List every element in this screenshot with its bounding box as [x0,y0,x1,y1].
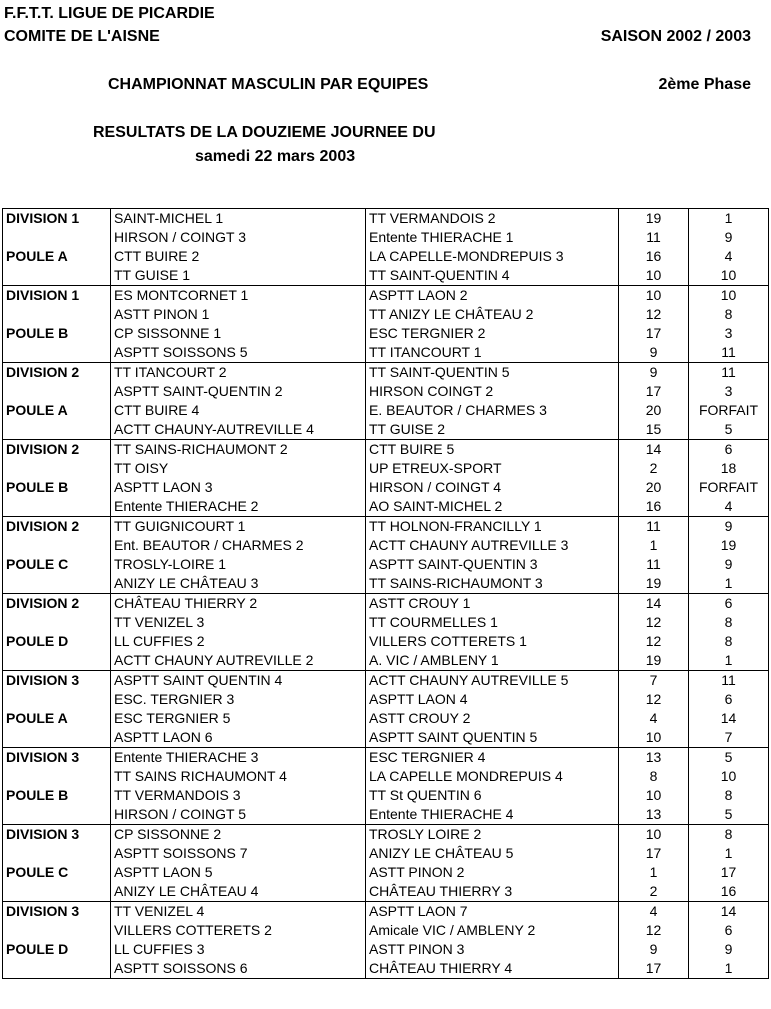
away-team: HIRSON COINGT 2 [366,382,619,401]
division-label: DIVISION 3 [3,748,111,768]
away-team: ASTT PINON 3 [366,940,619,959]
away-score: 1 [689,959,769,979]
committee-title: COMITE DE L'AISNE [4,28,160,45]
home-score: 10 [619,825,689,845]
results-table [2,208,769,979]
away-score: 8 [689,613,769,632]
away-score: 3 [689,324,769,343]
away-team: ANIZY LE CHÂTEAU 5 [366,844,619,863]
home-team: TT GUIGNICOURT 1 [111,517,366,537]
home-team: TT SAINS-RICHAUMONT 2 [111,440,366,460]
table-row [3,632,769,651]
home-score: 10 [619,786,689,805]
away-score: 9 [689,940,769,959]
table-row [3,786,769,805]
away-team: TT SAINT-QUENTIN 5 [366,363,619,383]
table-row [3,882,769,902]
table-row [3,921,769,940]
home-score: 1 [619,863,689,882]
away-score: 8 [689,786,769,805]
table-row [3,671,769,691]
away-score: 18 [689,459,769,478]
empty-label-cell [3,343,111,363]
poule-label: POULE C [3,863,111,882]
away-team: TT St QUENTIN 6 [366,786,619,805]
home-team: ES MONTCORNET 1 [111,286,366,306]
table-row [3,594,769,614]
empty-label-cell [3,690,111,709]
empty-label-cell [3,651,111,671]
home-score: 10 [619,286,689,306]
home-score: 9 [619,363,689,383]
away-score: 1 [689,574,769,594]
table-row [3,305,769,324]
division-label: DIVISION 3 [3,671,111,691]
home-score: 16 [619,497,689,517]
home-team: ASPTT SOISSONS 5 [111,343,366,363]
home-score: 12 [619,690,689,709]
away-team: TT GUISE 2 [366,420,619,440]
away-score: 1 [689,844,769,863]
table-row [3,324,769,343]
away-score: 6 [689,921,769,940]
table-row [3,247,769,266]
home-team: TT GUISE 1 [111,266,366,286]
away-score: 9 [689,517,769,537]
table-row [3,363,769,383]
empty-label-cell [3,921,111,940]
poule-label: POULE C [3,555,111,574]
home-team: ASPTT LAON 5 [111,863,366,882]
season-label: SAISON 2002 / 2003 [600,28,751,45]
poule-label: POULE D [3,632,111,651]
away-score: 10 [689,286,769,306]
away-score: 5 [689,420,769,440]
home-score: 19 [619,651,689,671]
home-team: LL CUFFIES 3 [111,940,366,959]
table-row [3,613,769,632]
home-team: ACTT CHAUNY-AUTREVILLE 4 [111,420,366,440]
away-score: 4 [689,247,769,266]
table-row [3,902,769,922]
away-score: 16 [689,882,769,902]
home-score: 1 [619,536,689,555]
home-team: TT OISY [111,459,366,478]
home-score: 13 [619,748,689,768]
home-team: ESC TERGNIER 5 [111,709,366,728]
away-score: 8 [689,632,769,651]
home-team: ANIZY LE CHÂTEAU 4 [111,882,366,902]
empty-label-cell [3,459,111,478]
table-row [3,440,769,460]
table-row [3,651,769,671]
table-row [3,690,769,709]
table-row [3,863,769,882]
home-score: 4 [619,902,689,922]
table-row [3,497,769,517]
away-score: 10 [689,266,769,286]
away-team: CHÂTEAU THIERRY 4 [366,959,619,979]
poule-label: POULE A [3,401,111,420]
home-team: TT SAINS RICHAUMONT 4 [111,767,366,786]
away-score: 11 [689,343,769,363]
home-team: Ent. BEAUTOR / CHARMES 2 [111,536,366,555]
home-team: Entente THIERACHE 3 [111,748,366,768]
away-score: 11 [689,671,769,691]
away-team: TROSLY LOIRE 2 [366,825,619,845]
table-row [3,343,769,363]
away-score: FORFAIT [689,478,769,497]
home-score: 14 [619,594,689,614]
away-score: FORFAIT [689,401,769,420]
table-row [3,459,769,478]
home-team: TT VENIZEL 4 [111,902,366,922]
home-score: 12 [619,921,689,940]
table-row [3,266,769,286]
away-score: 14 [689,902,769,922]
home-team: ESC. TERGNIER 3 [111,690,366,709]
away-score: 6 [689,690,769,709]
table-row [3,574,769,594]
home-score: 20 [619,401,689,420]
table-row [3,228,769,247]
home-score: 4 [619,709,689,728]
home-score: 10 [619,266,689,286]
empty-label-cell [3,536,111,555]
away-score: 9 [689,555,769,574]
table-row [3,536,769,555]
away-team: VILLERS COTTERETS 1 [366,632,619,651]
poule-label: POULE B [3,786,111,805]
home-score: 17 [619,324,689,343]
home-team: CP SISSONNE 1 [111,324,366,343]
away-team: CTT BUIRE 5 [366,440,619,460]
home-team: CTT BUIRE 4 [111,401,366,420]
away-team: AO SAINT-MICHEL 2 [366,497,619,517]
empty-label-cell [3,420,111,440]
table-row [3,940,769,959]
home-team: ASPTT LAON 6 [111,728,366,748]
away-score: 5 [689,805,769,825]
away-team: CHÂTEAU THIERRY 3 [366,882,619,902]
away-team: ACTT CHAUNY AUTREVILLE 5 [366,671,619,691]
away-score: 8 [689,305,769,324]
home-team: ACTT CHAUNY AUTREVILLE 2 [111,651,366,671]
away-score: 17 [689,863,769,882]
home-team: CP SISSONNE 2 [111,825,366,845]
away-score: 1 [689,209,769,229]
empty-label-cell [3,959,111,979]
home-team: ASPTT SAINT QUENTIN 4 [111,671,366,691]
away-team: ASPTT LAON 4 [366,690,619,709]
table-row [3,420,769,440]
table-row [3,767,769,786]
poule-label: POULE B [3,324,111,343]
empty-label-cell [3,882,111,902]
home-team: CHÂTEAU THIERRY 2 [111,594,366,614]
away-team: ASTT CROUY 2 [366,709,619,728]
away-team: TT ITANCOURT 1 [366,343,619,363]
home-score: 9 [619,343,689,363]
home-team: LL CUFFIES 2 [111,632,366,651]
away-score: 14 [689,709,769,728]
home-score: 20 [619,478,689,497]
away-score: 5 [689,748,769,768]
away-team: TT HOLNON-FRANCILLY 1 [366,517,619,537]
home-score: 13 [619,805,689,825]
division-label: DIVISION 1 [3,286,111,306]
away-team: ESC TERGNIER 4 [366,748,619,768]
home-team: TT VERMANDOIS 3 [111,786,366,805]
table-row [3,555,769,574]
poule-label: POULE B [3,478,111,497]
division-label: DIVISION 2 [3,440,111,460]
table-row [3,959,769,979]
home-score: 16 [619,247,689,266]
away-score: 1 [689,651,769,671]
home-score: 9 [619,940,689,959]
division-label: DIVISION 1 [3,209,111,229]
empty-label-cell [3,382,111,401]
away-score: 11 [689,363,769,383]
away-team: ESC TERGNIER 2 [366,324,619,343]
table-row [3,805,769,825]
away-team: TT SAINT-QUENTIN 4 [366,266,619,286]
away-team: A. VIC / AMBLENY 1 [366,651,619,671]
away-team: LA CAPELLE MONDREPUIS 4 [366,767,619,786]
home-score: 11 [619,555,689,574]
federation-title: F.F.T.T. LIGUE DE PICARDIE [4,5,215,22]
home-team: VILLERS COTTERETS 2 [111,921,366,940]
division-label: DIVISION 2 [3,517,111,537]
home-team: HIRSON / COINGT 5 [111,805,366,825]
table-row [3,748,769,768]
home-team: ANIZY LE CHÂTEAU 3 [111,574,366,594]
home-team: ASPTT LAON 3 [111,478,366,497]
away-score: 7 [689,728,769,748]
poule-label: POULE D [3,940,111,959]
table-row [3,517,769,537]
home-score: 17 [619,844,689,863]
away-team: ACTT CHAUNY AUTREVILLE 3 [366,536,619,555]
away-team: ASPTT LAON 2 [366,286,619,306]
away-team: Amicale VIC / AMBLENY 2 [366,921,619,940]
empty-label-cell [3,728,111,748]
empty-label-cell [3,266,111,286]
table-row [3,825,769,845]
home-team: HIRSON / COINGT 3 [111,228,366,247]
table-row [3,401,769,420]
away-team: TT ANIZY LE CHÂTEAU 2 [366,305,619,324]
home-team: SAINT-MICHEL 1 [111,209,366,229]
away-team: TT VERMANDOIS 2 [366,209,619,229]
away-score: 4 [689,497,769,517]
home-team: ASPTT SOISSONS 6 [111,959,366,979]
division-label: DIVISION 3 [3,825,111,845]
away-team: ASPTT SAINT QUENTIN 5 [366,728,619,748]
division-label: DIVISION 2 [3,363,111,383]
table-row [3,728,769,748]
home-score: 17 [619,959,689,979]
results-title: RESULTATS DE LA DOUZIEME JOURNEE DU [93,124,436,141]
empty-label-cell [3,844,111,863]
away-score: 3 [689,382,769,401]
home-team: TROSLY-LOIRE 1 [111,555,366,574]
table-row [3,844,769,863]
away-score: 19 [689,536,769,555]
home-score: 12 [619,632,689,651]
home-score: 11 [619,517,689,537]
home-score: 8 [619,767,689,786]
poule-label: POULE A [3,709,111,728]
home-score: 19 [619,574,689,594]
match-date: samedi 22 mars 2003 [195,148,356,165]
home-team: TT VENIZEL 3 [111,613,366,632]
home-score: 19 [619,209,689,229]
home-score: 10 [619,728,689,748]
away-team: UP ETREUX-SPORT [366,459,619,478]
empty-label-cell [3,805,111,825]
championship-title: CHAMPIONNAT MASCULIN PAR EQUIPES [108,76,429,93]
home-team: TT ITANCOURT 2 [111,363,366,383]
home-team: ASPTT SOISSONS 7 [111,844,366,863]
home-score: 2 [619,459,689,478]
away-team: Entente THIERACHE 1 [366,228,619,247]
division-label: DIVISION 3 [3,902,111,922]
empty-label-cell [3,574,111,594]
table-row [3,478,769,497]
empty-label-cell [3,497,111,517]
home-score: 14 [619,440,689,460]
away-team: ASTT PINON 2 [366,863,619,882]
away-score: 10 [689,767,769,786]
home-score: 17 [619,382,689,401]
poule-label: POULE A [3,247,111,266]
away-team: ASTT CROUY 1 [366,594,619,614]
away-team: HIRSON / COINGT 4 [366,478,619,497]
empty-label-cell [3,228,111,247]
empty-label-cell [3,613,111,632]
home-team: CTT BUIRE 2 [111,247,366,266]
empty-label-cell [3,767,111,786]
home-score: 15 [619,420,689,440]
table-row [3,286,769,306]
away-score: 6 [689,594,769,614]
table-row [3,209,769,229]
home-score: 12 [619,305,689,324]
away-team: Entente THIERACHE 4 [366,805,619,825]
away-team: E. BEAUTOR / CHARMES 3 [366,401,619,420]
home-score: 2 [619,882,689,902]
away-score: 8 [689,825,769,845]
away-team: TT SAINS-RICHAUMONT 3 [366,574,619,594]
away-score: 6 [689,440,769,460]
home-score: 12 [619,613,689,632]
home-team: ASTT PINON 1 [111,305,366,324]
phase-label: 2ème Phase [658,76,751,93]
away-team: ASPTT SAINT-QUENTIN 3 [366,555,619,574]
table-row [3,382,769,401]
home-team: Entente THIERACHE 2 [111,497,366,517]
home-score: 7 [619,671,689,691]
away-team: ASPTT LAON 7 [366,902,619,922]
table-row [3,709,769,728]
away-team: TT COURMELLES 1 [366,613,619,632]
home-team: ASPTT SAINT-QUENTIN 2 [111,382,366,401]
away-team: LA CAPELLE-MONDREPUIS 3 [366,247,619,266]
home-score: 11 [619,228,689,247]
empty-label-cell [3,305,111,324]
division-label: DIVISION 2 [3,594,111,614]
away-score: 9 [689,228,769,247]
